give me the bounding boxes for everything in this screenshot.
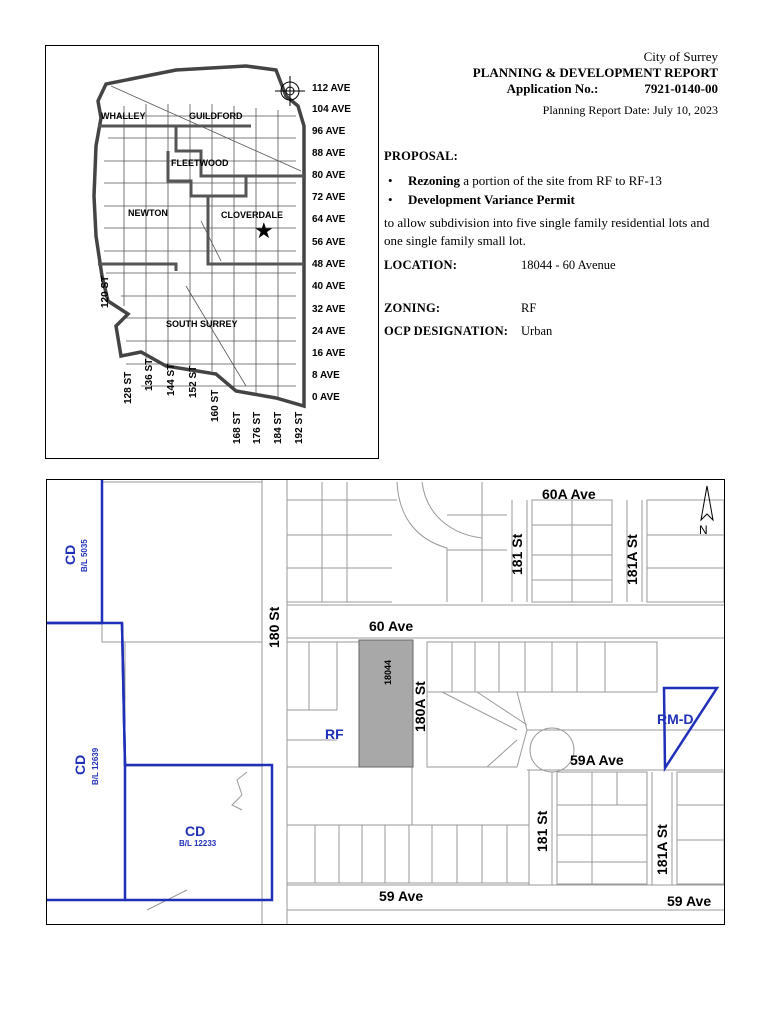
proposal-item	[384, 171, 724, 190]
site-address: 18044	[383, 659, 393, 685]
avenue-label: 64 AVE	[312, 214, 346, 225]
site-map	[46, 479, 725, 925]
avenue-label: 0 AVE	[312, 392, 340, 403]
area-label: FLEETWOOD	[171, 158, 229, 168]
zoning-label: ZONING:	[384, 301, 441, 315]
star-icon: ★	[254, 218, 274, 243]
avenue-label: 16 AVE	[312, 348, 346, 359]
proposal-item-bold: Development Variance Permit	[408, 192, 575, 207]
avenue-label: 32 AVE	[312, 304, 346, 315]
proposal-item-bold: Rezoning	[408, 173, 460, 188]
zone-cd-5035-code: CD	[62, 544, 78, 565]
street-label: 120 ST	[100, 275, 111, 308]
street-label: 184 ST	[273, 411, 284, 444]
zone-cd-12639-bylaw: B/L 12639	[91, 747, 100, 785]
avenue-label: 8 AVE	[312, 370, 340, 381]
proposal-heading: PROPOSAL:	[384, 149, 459, 163]
avenue-label: 48 AVE	[312, 259, 346, 270]
zone-rm-d: RM-D	[657, 711, 694, 727]
street-59a-ave: 59A Ave	[570, 752, 624, 768]
street-label: 192 ST	[294, 411, 305, 444]
zone-cd-5035-bylaw: B/L 5035	[80, 539, 89, 572]
area-label: SOUTH SURREY	[166, 319, 238, 329]
subject-site	[359, 640, 413, 767]
street-60a-ave: 60A Ave	[542, 486, 596, 502]
north-label: N	[699, 523, 708, 537]
area-label: WHALLEY	[101, 111, 146, 121]
zone-rf: RF	[325, 726, 344, 742]
street-181-st-bottom: 181 St	[534, 810, 550, 852]
zoning-value: RF	[521, 301, 537, 315]
avenue-label: 80 AVE	[312, 170, 346, 181]
report-title: PLANNING & DEVELOPMENT REPORT	[472, 65, 718, 80]
street-label: 144 ST	[166, 363, 177, 396]
street-59-ave-right: 59 Ave	[667, 893, 712, 909]
area-label: CLOVERDALE	[221, 210, 284, 220]
ocp-value: Urban	[521, 324, 553, 338]
street-181a-st-top: 181A St	[624, 534, 640, 585]
street-180a-st: 180A St	[412, 681, 428, 732]
area-label: GUILDFORD	[189, 111, 243, 121]
key-map	[45, 45, 379, 459]
street-label: 136 ST	[144, 358, 155, 391]
zone-cd-12639-code: CD	[72, 754, 88, 775]
street-label: 176 ST	[252, 411, 263, 444]
street-60-ave: 60 Ave	[369, 618, 414, 634]
street-label: 128 ST	[123, 371, 134, 404]
report-header	[473, 49, 718, 118]
zone-cd-12233-bylaw: B/L 12233	[179, 839, 217, 848]
street-label: 160 ST	[210, 389, 221, 422]
proposal-description: to allow subdivision into five single family residential lots and one single family small lot.	[384, 215, 710, 248]
zone-cd-12233-code: CD	[185, 823, 206, 839]
location-label: LOCATION:	[384, 258, 458, 272]
avenue-label: 104 AVE	[312, 104, 351, 115]
ocp-label: OCP DESIGNATION:	[384, 324, 509, 338]
avenue-label: 72 AVE	[312, 192, 346, 203]
avenue-label: 112 AVE	[312, 83, 351, 94]
application-number: 7921-0140-00	[644, 81, 718, 96]
street-label: 168 ST	[232, 411, 243, 444]
proposal-item	[384, 190, 724, 209]
application-line	[473, 81, 718, 97]
report-date: Planning Report Date: July 10, 2023	[542, 103, 718, 117]
street-181-st-top: 181 St	[509, 533, 525, 575]
proposal-item-rest: a portion of the site from RF to RF-13	[460, 173, 662, 188]
area-label: NEWTON	[128, 208, 168, 218]
street-label: 152 ST	[188, 365, 199, 398]
avenue-label: 40 AVE	[312, 281, 346, 292]
avenue-label: 24 AVE	[312, 326, 346, 337]
city-name: City of Surrey	[643, 49, 718, 64]
avenue-label: 96 AVE	[312, 126, 346, 137]
avenue-label: 56 AVE	[312, 237, 346, 248]
location-value: 18044 - 60 Avenue	[521, 258, 616, 272]
avenue-label: 88 AVE	[312, 148, 346, 159]
street-181a-st-bottom: 181A St	[654, 824, 670, 875]
north-arrow-icon	[699, 486, 713, 537]
proposal-list	[384, 171, 724, 209]
application-label: Application No.:	[506, 81, 599, 96]
street-180-st: 180 St	[266, 606, 282, 648]
street-59-ave-left: 59 Ave	[379, 888, 424, 904]
